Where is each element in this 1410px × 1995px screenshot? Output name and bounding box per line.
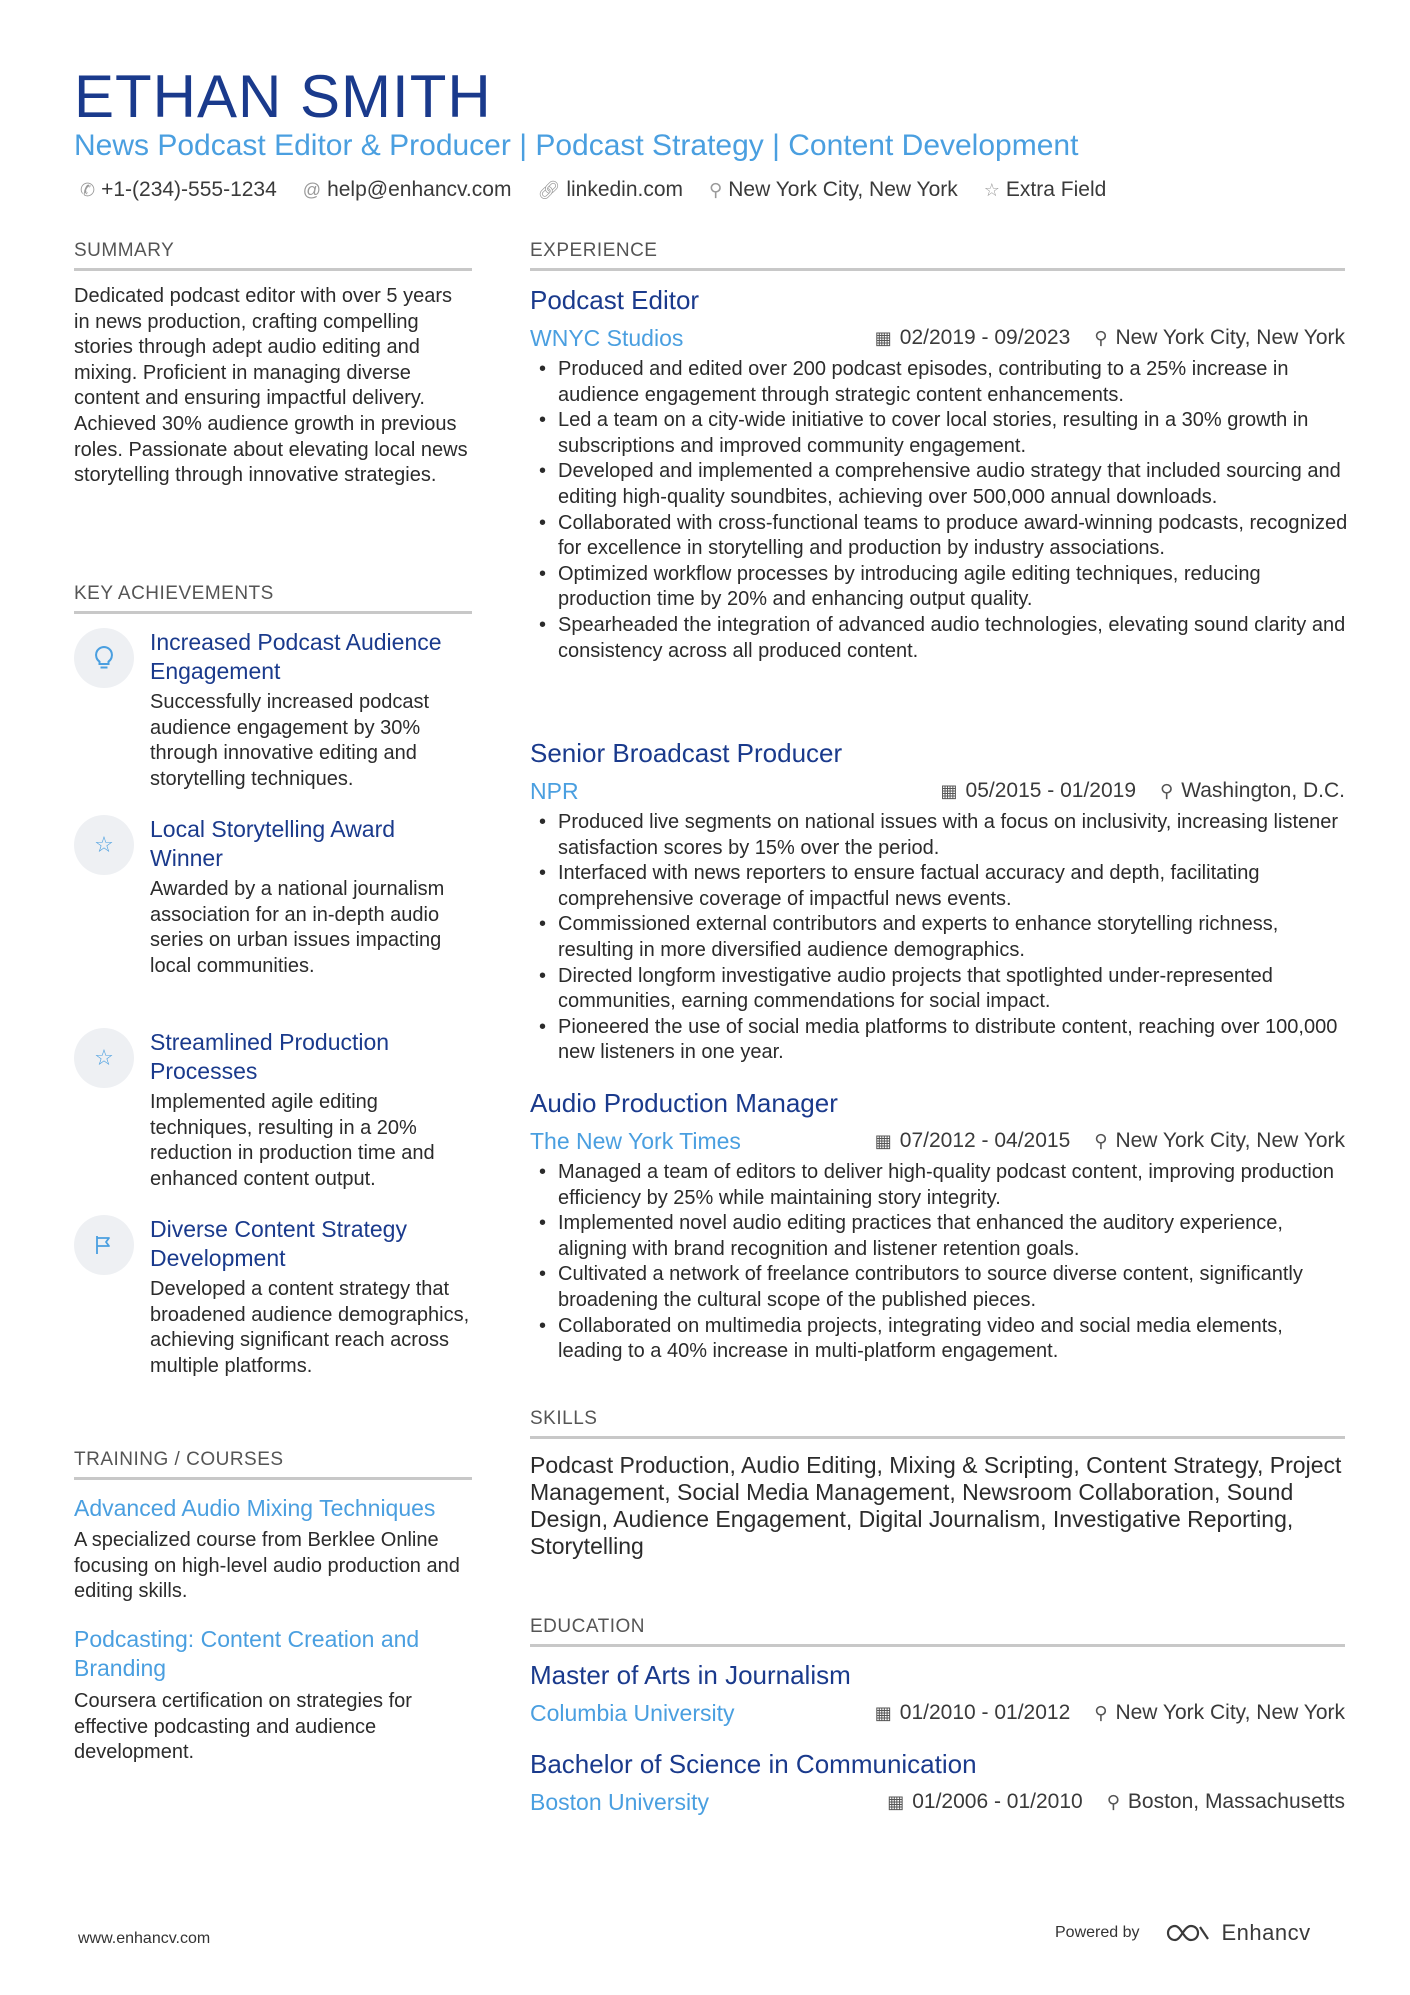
- course-title: Podcasting: Content Creation and Branding: [74, 1626, 420, 1681]
- contact-extra: [984, 178, 1107, 202]
- lightbulb-icon: [74, 628, 134, 688]
- achievement-desc: Awarded by a national journalism association for an in-depth audio series on urban issues impacting local communities.: [150, 878, 445, 977]
- job-meta-right: [875, 323, 1345, 353]
- bullet-item: • Pioneered the use of social media platforms to distribute content, reaching over 100,000 new listeners in one year.: [530, 1015, 1348, 1066]
- bullet-item: • Cultivated a network of freelance contributors to source diverse content, significantly broadening the cultural scope of the published pieces.: [530, 1262, 1348, 1313]
- achievements-heading: KEY ACHIEVEMENTS: [74, 583, 472, 614]
- company-name: WNYC Studios: [530, 325, 684, 351]
- job-meta-right: [875, 1126, 1345, 1156]
- footer-website[interactable]: www.enhancv.com: [78, 1930, 211, 1947]
- at-icon: @: [302, 179, 322, 200]
- achievement-item: [74, 815, 474, 1005]
- course-desc: A specialized course from Berklee Online focusing on high-level audio production and editing skills.: [74, 1529, 460, 1603]
- degree-title: Master of Arts in Journalism: [530, 1660, 851, 1690]
- job-title: Senior Broadcast Producer: [530, 738, 843, 768]
- linkedin-text: linkedin.com: [566, 178, 684, 201]
- bullet-item: • Spearheaded the integration of advanced audio technologies, elevating sound clarity and consistency across all produced content.: [530, 613, 1348, 664]
- skills-heading: SKILLS: [530, 1408, 1345, 1439]
- achievement-title: Diverse Content Strategy Development: [150, 1216, 407, 1271]
- dates-text: 02/2019 - 09/2023: [899, 326, 1071, 349]
- bullet-item: • Collaborated on multimedia projects, integrating video and social media elements, leading to a 40% increase in multi-platform engagement.: [530, 1314, 1348, 1365]
- job-meta: [530, 776, 1345, 806]
- location-pin-icon: ⚲: [1094, 328, 1108, 348]
- skills-list: Podcast Production, Audio Editing, Mixing & Scripting, Content Strategy, Project Management, Social Media Management, Newsroom Collaboration, Sound Design, Audience Engagement, Digital Journalism, Investigative Reporting, Storytelling: [530, 1452, 1342, 1559]
- bullet-item: • Produced live segments on national issues with a focus on inclusivity, increasing listener satisfaction scores by 15% over the period.: [530, 810, 1348, 861]
- location-pin-icon: ⚲: [1160, 781, 1174, 801]
- experience-heading: EXPERIENCE: [530, 240, 1345, 271]
- achievement-desc: Developed a content strategy that broadened audience demographics, achieving significant reach across multiple platforms.: [150, 1278, 470, 1377]
- email-text: help@enhancv.com: [327, 178, 512, 201]
- achievement-item: [74, 1215, 474, 1405]
- bullet-item: • Produced and edited over 200 podcast episodes, contributing to a 25% increase in audience engagement through strategic content enhancements.: [530, 357, 1348, 408]
- calendar-icon: ▦: [887, 1792, 905, 1812]
- job-bullets: [530, 810, 1348, 1066]
- location-text: Washington, D.C.: [1181, 779, 1345, 802]
- contact-phone[interactable]: [80, 178, 277, 202]
- course-title: Advanced Audio Mixing Techniques: [74, 1495, 436, 1521]
- location-pin-icon: ⚲: [1094, 1131, 1108, 1151]
- location-text: New York City, New York: [1115, 1701, 1345, 1724]
- education-meta: [530, 1698, 1345, 1728]
- calendar-icon: ▦: [874, 1131, 892, 1151]
- job-title: Audio Production Manager: [530, 1088, 838, 1118]
- phone-icon: ✆: [80, 179, 96, 200]
- candidate-headline: News Podcast Editor & Producer | Podcast Strategy | Content Development: [74, 129, 1079, 162]
- education-heading: EDUCATION: [530, 1616, 1345, 1647]
- school-name: Boston University: [530, 1789, 709, 1815]
- bullet-item: • Implemented novel audio editing practices that enhanced the auditory experience, aligning with brand recognition and listener retention goals.: [530, 1211, 1348, 1262]
- brand-logo[interactable]: [1164, 1920, 1311, 1946]
- training-heading: TRAINING / COURSES: [74, 1449, 472, 1480]
- location-pin-icon: ⚲: [1094, 1703, 1108, 1723]
- contact-linkedin[interactable]: [537, 178, 683, 202]
- dates-text: 05/2015 - 01/2019: [965, 779, 1137, 802]
- achievement-item: [74, 628, 474, 798]
- company-name: The New York Times: [530, 1128, 741, 1154]
- star-icon: ☆: [74, 815, 134, 875]
- location-pin-icon: ⚲: [709, 179, 723, 200]
- degree-title: Bachelor of Science in Communication: [530, 1749, 977, 1779]
- infinity-logo-icon: [1164, 1921, 1212, 1945]
- bullet-item: • Developed and implemented a comprehensive audio strategy that included sourcing and editing high-quality soundbites, achieving over 500,000 annual downloads.: [530, 459, 1348, 510]
- calendar-icon: ▦: [874, 328, 892, 348]
- achievement-title: Streamlined Production Processes: [150, 1029, 390, 1084]
- job-dates: [941, 776, 1137, 806]
- job-bullets: [530, 1160, 1348, 1365]
- star-icon: ☆: [983, 179, 1000, 200]
- job-bullets: [530, 357, 1348, 664]
- star-icon: ☆: [74, 1028, 134, 1088]
- bullet-item: • Led a team on a city-wide initiative to cover local stories, resulting in a 30% growth in subscriptions and improved community engagement.: [530, 408, 1348, 459]
- job-meta: [530, 1126, 1345, 1156]
- job-dates: [875, 1126, 1071, 1156]
- course-desc: Coursera certification on strategies for effective podcasting and audience development.: [74, 1690, 412, 1764]
- powered-by-label: Powered by: [1055, 1924, 1140, 1941]
- phone-text: +1-(234)-555-1234: [101, 178, 277, 201]
- achievement-desc: Successfully increased podcast audience engagement by 30% through innovative editing and storytelling techniques.: [150, 691, 430, 790]
- education-dates: [887, 1787, 1083, 1817]
- bullet-item: • Optimized workflow processes by introducing agile editing techniques, reducing production time by 20% and enhancing output quality.: [530, 562, 1348, 613]
- contact-bar: [80, 178, 1106, 202]
- education-location: [1094, 1698, 1345, 1728]
- link-icon: 🔗︎: [537, 179, 561, 200]
- education-meta-right: [887, 1787, 1345, 1817]
- bullet-item: • Directed longform investigative audio projects that spotlighted under-represented communities, earning commendations for social impact.: [530, 964, 1348, 1015]
- candidate-name: ETHAN SMITH: [74, 63, 492, 130]
- location-text: Boston, Massachusetts: [1127, 1790, 1345, 1813]
- location-pin-icon: ⚲: [1106, 1792, 1120, 1812]
- contact-location: [709, 178, 958, 202]
- job-title: Podcast Editor: [530, 285, 700, 315]
- bullet-item: • Interfaced with news reporters to ensure factual accuracy and depth, facilitating comprehensive coverage of impactful news events.: [530, 861, 1348, 912]
- achievement-title: Local Storytelling Award Winner: [150, 816, 396, 871]
- job-dates: [875, 323, 1071, 353]
- education-meta: [530, 1787, 1345, 1817]
- location-text: New York City, New York: [1115, 1129, 1345, 1152]
- job-location: [1094, 1126, 1345, 1156]
- school-name: Columbia University: [530, 1700, 735, 1726]
- location-text: New York City, New York: [1115, 326, 1345, 349]
- education-dates: [875, 1698, 1071, 1728]
- calendar-icon: ▦: [874, 1703, 892, 1723]
- dates-text: 01/2006 - 01/2010: [912, 1790, 1083, 1813]
- job-location: [1160, 776, 1345, 806]
- education-location: [1107, 1787, 1345, 1817]
- company-name: NPR: [530, 778, 579, 804]
- extra-field-text: Extra Field: [1005, 178, 1107, 201]
- achievement-desc: Implemented agile editing techniques, resulting in a 20% reduction in production time and enhanced content output.: [150, 1091, 435, 1190]
- brand-name: Enhancv: [1221, 1920, 1311, 1945]
- flag-icon: [74, 1215, 134, 1275]
- achievement-title: Increased Podcast Audience Engagement: [150, 629, 442, 684]
- bullet-item: • Collaborated with cross-functional teams to produce award-winning podcasts, recognized for excellence in storytelling and production by industry associations.: [530, 511, 1348, 562]
- bullet-item: • Commissioned external contributors and experts to enhance storytelling richness, resulting in more diversified audience demographics.: [530, 912, 1348, 963]
- location-text: New York City, New York: [728, 178, 958, 201]
- dates-text: 07/2012 - 04/2015: [899, 1129, 1071, 1152]
- achievement-item: [74, 1028, 474, 1198]
- contact-email[interactable]: [303, 178, 512, 202]
- dates-text: 01/2010 - 01/2012: [899, 1701, 1071, 1724]
- calendar-icon: ▦: [940, 781, 958, 801]
- education-meta-right: [875, 1698, 1345, 1728]
- summary-text: Dedicated podcast editor with over 5 years in news production, crafting compelling stories through adept audio editing and mixing. Proficient in managing diverse content and ensuring impactful delivery. Achieved 30% audience growth in previous roles. Passionate about elevating local news storytelling through innovative strategies.: [74, 285, 468, 487]
- bullet-item: • Managed a team of editors to deliver high-quality podcast content, improving production efficiency by 25% while maintaining story integrity.: [530, 1160, 1348, 1211]
- summary-heading: SUMMARY: [74, 240, 472, 271]
- job-meta: [530, 323, 1345, 353]
- job-location: [1094, 323, 1345, 353]
- job-meta-right: [941, 776, 1345, 806]
- footer-powered-by: [1055, 1920, 1311, 1946]
